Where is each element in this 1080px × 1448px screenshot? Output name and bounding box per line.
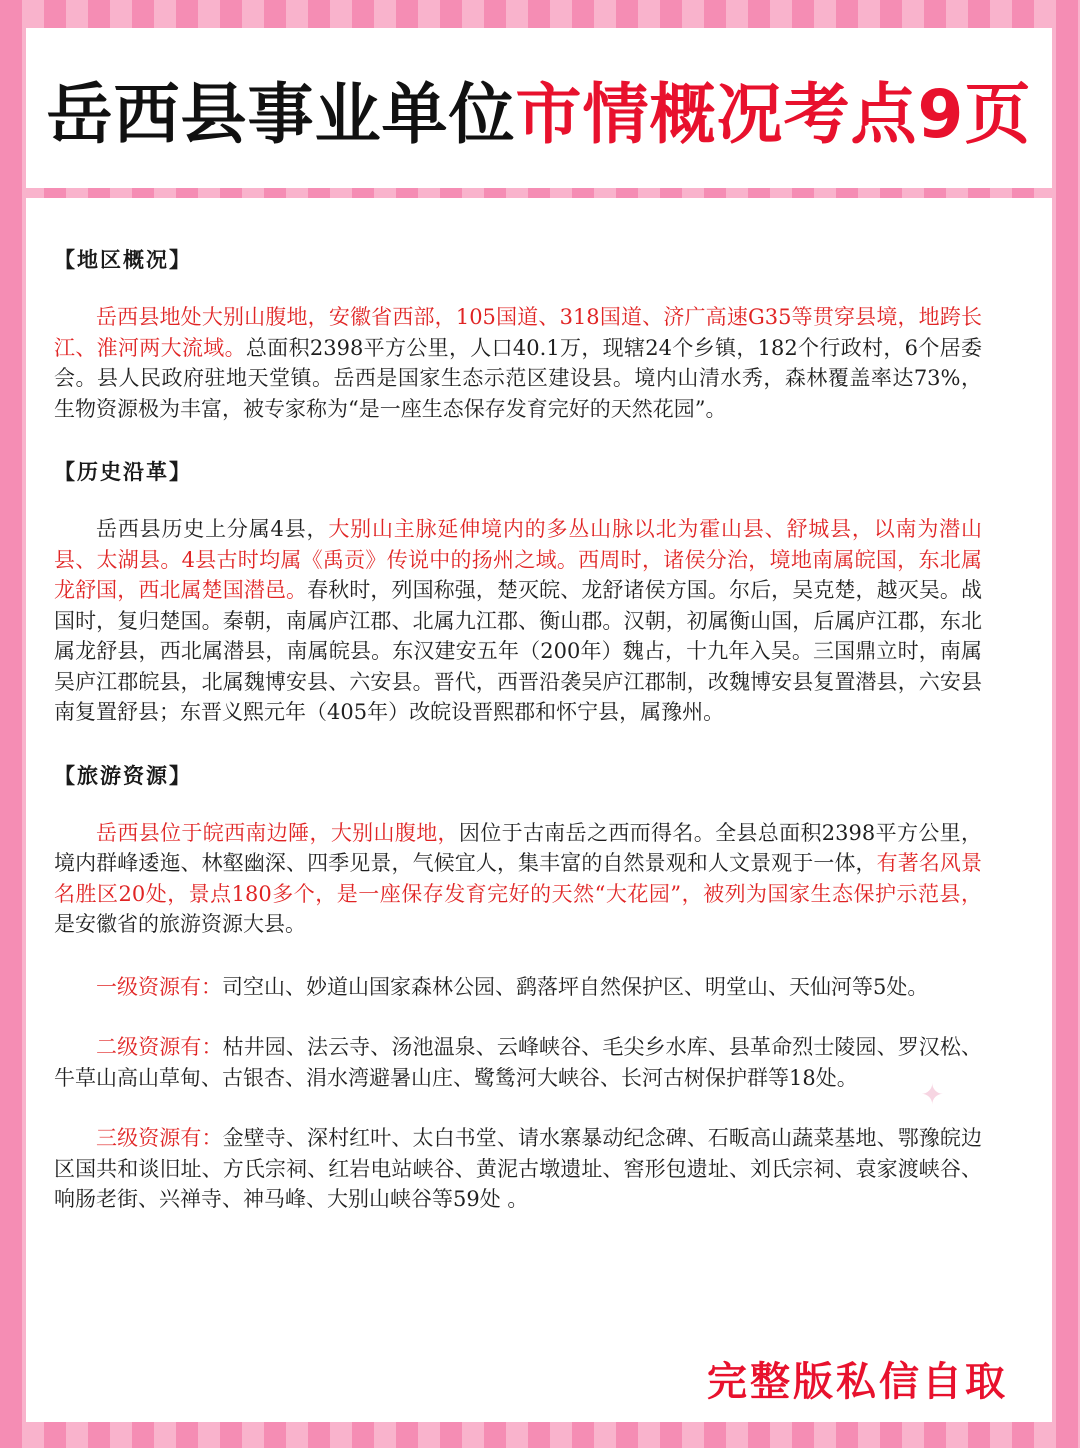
level1-label: 一级资源有： xyxy=(96,974,222,999)
level3-label: 三级资源有： xyxy=(96,1126,223,1150)
section-heading-tourism: 【旅游资源】 xyxy=(54,762,192,788)
history-highlight: 大别山主脉延伸境内的多丛山脉以北为霍山县、舒城县，以南为潜山县、太湖县。4县古时均属《禹贡》传说中的扬州之域。西周时，诸侯分治，境地南属皖国，东北属龙舒国，西北属楚国潜邑。 xyxy=(54,517,982,602)
section-heading-overview: 【地区概况】 xyxy=(54,247,192,272)
sparkle-icon: ✦ xyxy=(920,1078,944,1111)
tourism-highlight-1: 岳西县位于皖西南边陲，大别山腹地， xyxy=(96,820,459,845)
level3-resources xyxy=(54,1123,982,1215)
overview-text: 总面积2398平方公里，人口40.1万，现辖24个乡镇，182个行政村，6个居委会。县人民政府驻地天堂镇。岳西是国家生态示范区建设县。境内山清水秀，森林覆盖率达73%，生物资源极为丰富，被专家称为“是一座生态保存发育完好的天然花园”。 xyxy=(54,335,982,421)
tourism-text-2: 是安徽省的旅游资源大县。 xyxy=(54,912,306,936)
cta-text: 完整版私信自取 xyxy=(707,1359,1008,1405)
content-card xyxy=(26,198,1052,1422)
title-banner xyxy=(26,28,1052,188)
tourism-highlight-2: 有著名风景名胜区20处，景点180多个，是一座保存发育完好的天然“大花园”，被列为国家生态保护示范县， xyxy=(54,851,982,906)
title-part-black: 岳西县事业单位 xyxy=(46,75,516,153)
level1-resources xyxy=(54,972,982,1003)
level1-text: 司空山、妙道山国家森林公园、鹞落坪自然保护区、明堂山、天仙河等5处。 xyxy=(222,974,929,999)
level3-text: 金壁寺、深村红叶、太白书堂、请水寨暴动纪念碑、石畈高山蔬菜基地、鄂豫皖边区国共和谈旧址、方氏宗祠、红岩电站峡谷、黄泥古墩遗址、窖形包遗址、刘氏宗祠、袁家渡峡谷、响肠老街、兴禅寺、神马峰、大别山峡谷等59处 。 xyxy=(54,1126,983,1211)
overview-highlight: 岳西县地处大别山腹地，安徽省西部，105国道、318国道、济广高速G35等贯穿县境，地跨长江、淮河两大流域。 xyxy=(54,305,982,360)
tourism-paragraph xyxy=(54,818,982,940)
section-heading-history: 【历史沿革】 xyxy=(54,459,192,484)
level2-resources xyxy=(54,1032,982,1093)
tourism-text-1: 因位于古南岳之西而得名。全县总面积2398平方公里，境内群峰逶迤、林壑幽深、四季见景，气候宜人，集丰富的自然景观和人文景观于一体， xyxy=(54,820,982,875)
level2-text: 枯井园、法云寺、汤池温泉、云峰峡谷、毛尖乡水库、县革命烈士陵园、罗汉松、牛草山高山草甸、古银杏、涓水湾避暑山庄、鹭鸶河大峡谷、长河古树保护群等18处。 xyxy=(54,1035,983,1090)
level2-label: 二级资源有： xyxy=(96,1035,223,1059)
history-text-intro: 岳西县历史上分属4县， xyxy=(96,517,329,541)
title-part-red: 市情概况考点9页 xyxy=(515,75,1032,153)
overview-paragraph xyxy=(54,302,982,424)
page-title xyxy=(47,61,1032,156)
history-paragraph xyxy=(54,514,982,728)
history-text-body: 春秋时，列国称强，楚灭皖、龙舒诸侯方国。尔后，吴克楚，越灭吴。战国时，复归楚国。秦朝，南属庐江郡、北属九江郡、衡山郡。汉朝，初属衡山国，后属庐江郡，东北属龙舒县，西北属潜县，南属皖县。东汉建安五年（200年）魏占，十九年入吴。三国鼎立时，南属吴庐江郡皖县，北属魏博安县、六安县。晋代，西晋沿袭吴庐江郡制，改魏博安县复置潜县，六安县南复置舒县；东晋义熙元年（405年）改皖设晋熙郡和怀宁县，属豫州。 xyxy=(54,578,983,724)
